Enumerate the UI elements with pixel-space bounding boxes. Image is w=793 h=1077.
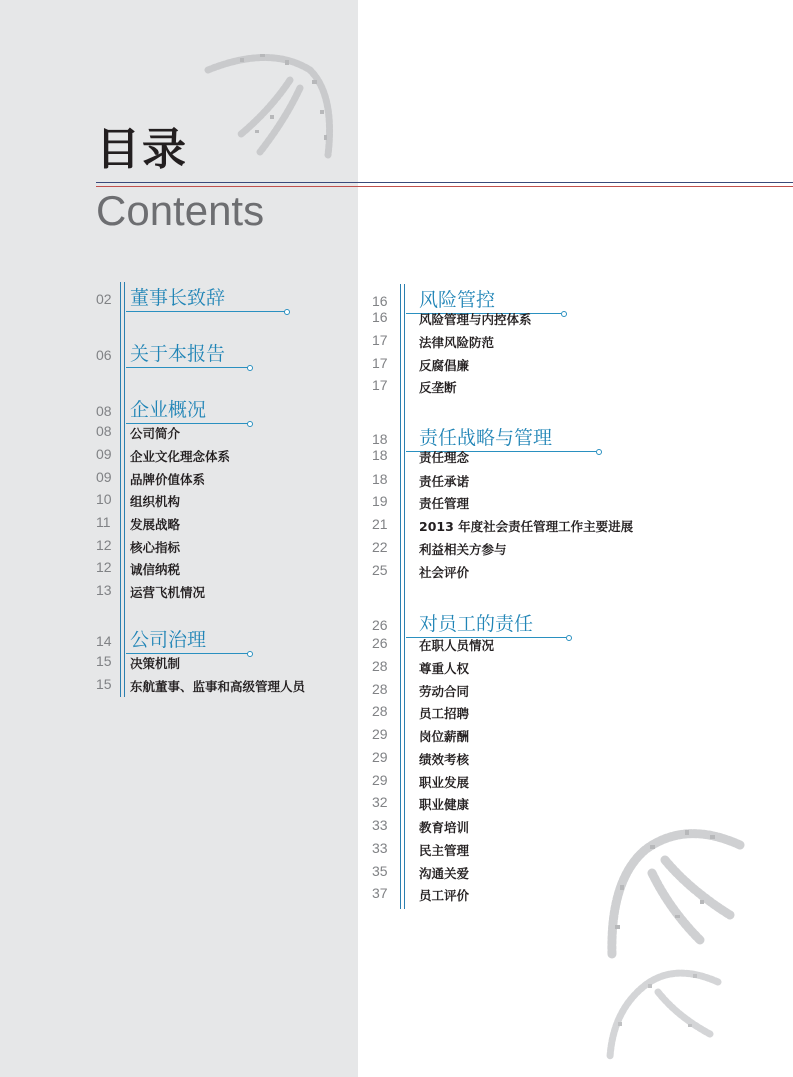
section-page: 02 — [96, 291, 112, 307]
toc-right-rule-2 — [404, 284, 405, 909]
toc-section[interactable] — [372, 284, 602, 310]
page-title-chinese: 目录 — [96, 124, 188, 175]
item-text: 劳动合同 — [419, 684, 470, 699]
item-page: 12 — [96, 559, 112, 575]
item-text: 社会评价 — [419, 565, 470, 580]
section-page: 16 — [372, 293, 388, 309]
item-page: 29 — [372, 749, 388, 765]
section-title: 关于本报告 — [130, 343, 226, 365]
item-text: 决策机制 — [130, 656, 181, 671]
toc-section[interactable] — [96, 282, 326, 308]
item-text: 发展战略 — [130, 517, 181, 532]
item-page: 35 — [372, 863, 388, 879]
section-dot — [596, 449, 602, 455]
item-text: 责任管理 — [419, 496, 470, 511]
section-dot — [561, 311, 567, 317]
item-text: 核心指标 — [130, 540, 181, 555]
item-text: 反腐倡廉 — [419, 358, 470, 373]
section-title: 董事长致辞 — [130, 287, 226, 309]
item-page: 13 — [96, 582, 112, 598]
item-page: 37 — [372, 885, 388, 901]
item-text: 2013 年度社会责任管理工作主要进展 — [419, 519, 634, 534]
item-text: 沟通关爱 — [419, 866, 470, 881]
item-page: 29 — [372, 726, 388, 742]
item-page: 10 — [96, 491, 112, 507]
section-underline — [126, 367, 250, 368]
item-text: 品牌价值体系 — [130, 472, 206, 487]
item-text: 运营飞机情况 — [130, 585, 206, 600]
toc-right-rule-1 — [400, 284, 401, 909]
item-text: 法律风险防范 — [419, 335, 495, 350]
item-text: 教育培训 — [419, 820, 470, 835]
section-page: 26 — [372, 617, 388, 633]
item-text: 职业发展 — [419, 775, 470, 790]
item-text: 组织机构 — [130, 494, 181, 509]
item-page: 17 — [372, 332, 388, 348]
page-title-english: Contents — [96, 187, 265, 234]
item-text: 责任理念 — [419, 450, 470, 465]
section-title: 风险管控 — [419, 289, 496, 311]
item-page: 22 — [372, 539, 388, 555]
item-page: 11 — [96, 514, 111, 530]
item-page: 21 — [372, 516, 388, 532]
section-title: 对员工的责任 — [419, 613, 534, 635]
item-text: 绩效考核 — [419, 752, 470, 767]
section-title: 公司治理 — [130, 629, 207, 651]
item-text: 岗位薪酬 — [419, 729, 470, 744]
title-rule-blue — [96, 182, 793, 183]
item-text: 风险管理与内控体系 — [419, 312, 532, 327]
item-page: 09 — [96, 446, 112, 462]
item-text: 公司简介 — [130, 426, 181, 441]
section-dot — [247, 421, 253, 427]
item-text: 在职人员情况 — [419, 638, 495, 653]
item-text: 利益相关方参与 — [419, 542, 507, 557]
item-page: 08 — [96, 423, 112, 439]
item-page: 29 — [372, 772, 388, 788]
item-text: 员工招聘 — [419, 706, 470, 721]
item-text: 企业文化理念体系 — [130, 449, 231, 464]
toc-section[interactable] — [96, 338, 326, 364]
item-text: 职业健康 — [419, 797, 470, 812]
toc-left-column — [96, 282, 336, 702]
section-title: 责任战略与管理 — [419, 427, 553, 449]
section-page: 14 — [96, 633, 112, 649]
item-text: 诚信纳税 — [130, 562, 181, 577]
item-text: 责任承诺 — [419, 474, 470, 489]
swallow-illustration-bottom-large — [590, 815, 755, 965]
item-page: 17 — [372, 377, 388, 393]
toc-section[interactable] — [372, 608, 602, 634]
item-page: 28 — [372, 681, 388, 697]
item-page: 16 — [372, 309, 388, 325]
item-page: 25 — [372, 562, 388, 578]
section-page: 08 — [96, 403, 112, 419]
item-page: 32 — [372, 794, 388, 810]
section-dot — [284, 309, 290, 315]
item-page: 19 — [372, 493, 388, 509]
item-page: 26 — [372, 635, 388, 651]
item-page: 33 — [372, 840, 388, 856]
item-text: 东航董事、监事和高级管理人员 — [130, 679, 306, 694]
toc-section[interactable] — [96, 624, 326, 650]
toc-section[interactable] — [372, 422, 602, 448]
section-page: 06 — [96, 347, 112, 363]
section-page: 18 — [372, 431, 388, 447]
item-page: 28 — [372, 658, 388, 674]
item-text: 民主管理 — [419, 843, 470, 858]
section-dot — [566, 635, 572, 641]
section-title: 企业概况 — [130, 399, 207, 421]
item-page: 33 — [372, 817, 388, 833]
item-text: 员工评价 — [419, 888, 470, 903]
item-page: 18 — [372, 471, 388, 487]
item-page: 17 — [372, 355, 388, 371]
item-text: 反垄断 — [419, 380, 457, 395]
item-page: 12 — [96, 537, 112, 553]
item-page: 09 — [96, 469, 112, 485]
item-page: 18 — [372, 447, 388, 463]
section-dot — [247, 365, 253, 371]
swallow-illustration-top — [200, 40, 345, 170]
item-page: 28 — [372, 703, 388, 719]
item-page: 15 — [96, 676, 112, 692]
swallow-illustration-bottom-small — [598, 962, 728, 1062]
item-page: 15 — [96, 653, 112, 669]
toc-section[interactable] — [96, 394, 326, 420]
section-underline — [126, 311, 286, 312]
section-dot — [247, 651, 253, 657]
item-text: 尊重人权 — [419, 661, 470, 676]
